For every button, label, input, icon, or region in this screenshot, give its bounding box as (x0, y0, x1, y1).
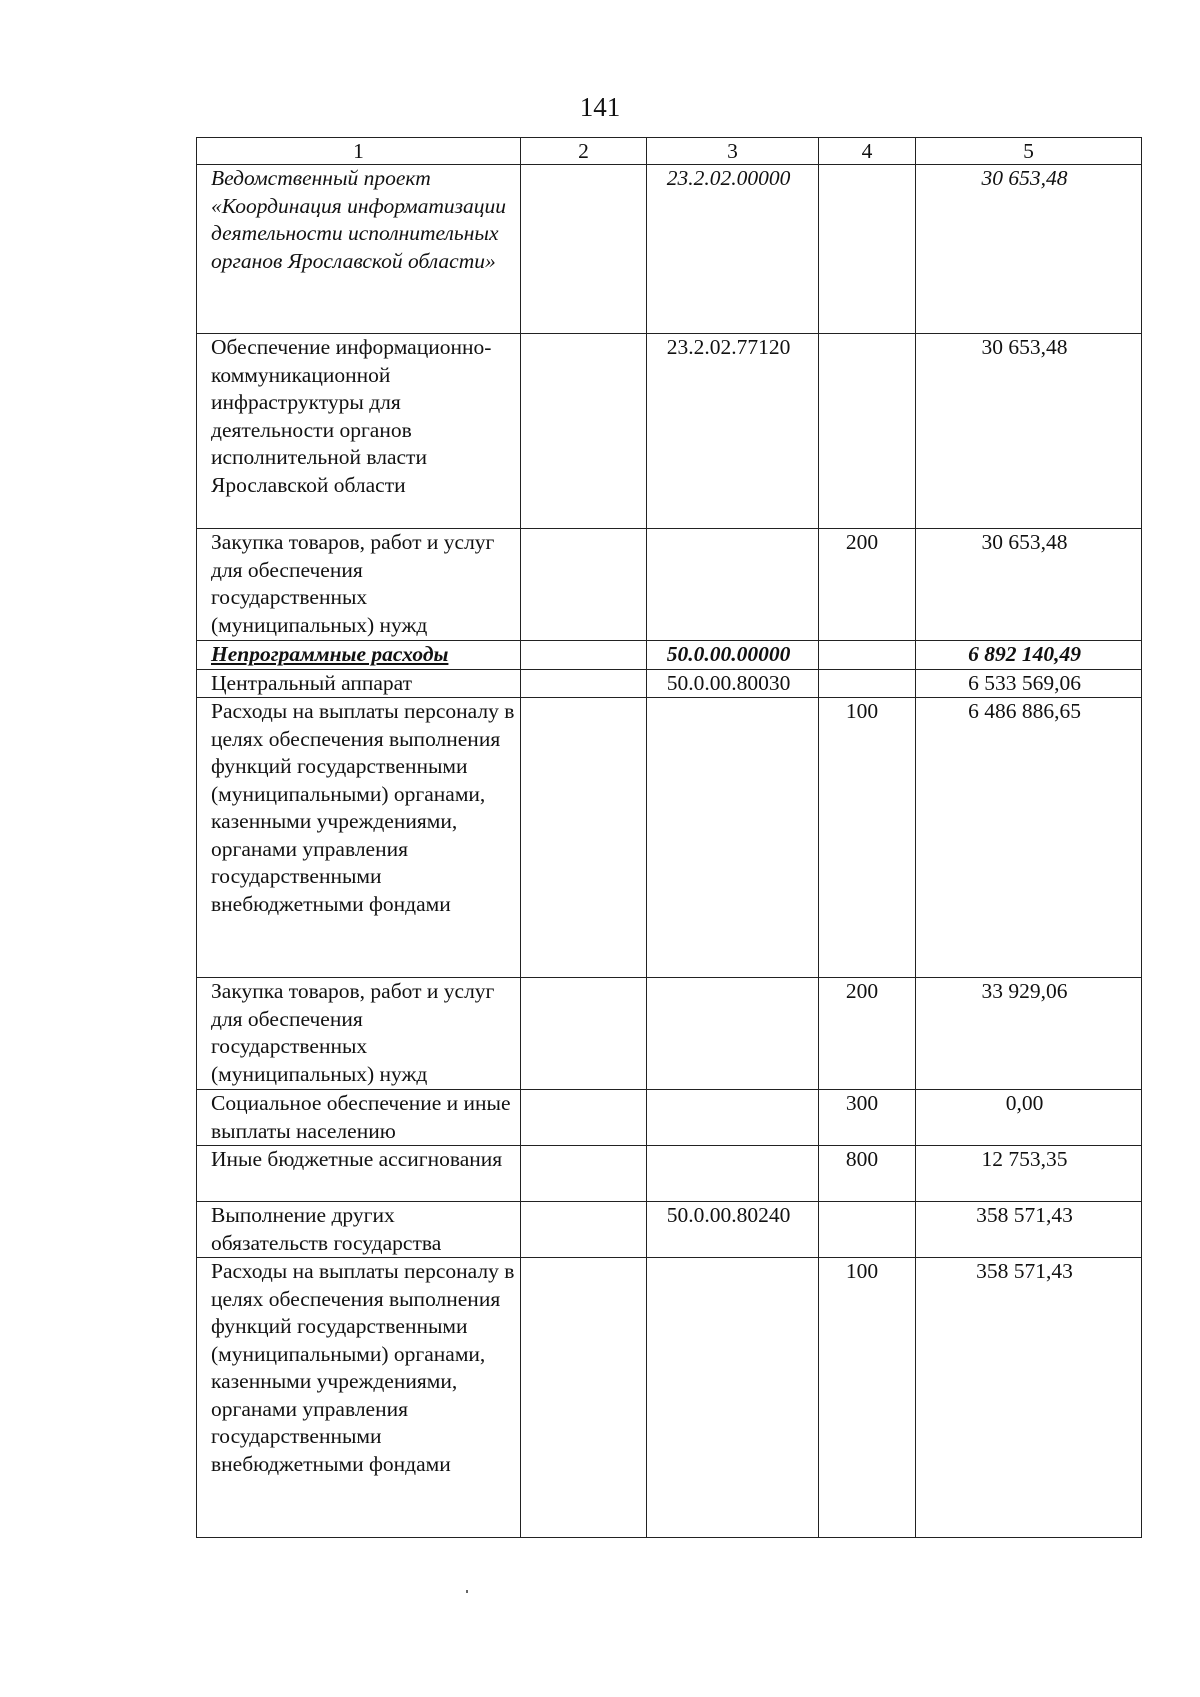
row-name: Ведомственный проект «Координация информатизации деятельности исполнительных органов Ярославской области» (197, 165, 521, 334)
row-col2 (521, 1146, 647, 1202)
row-type (819, 334, 916, 529)
row-col2 (521, 529, 647, 641)
table-row (197, 165, 1142, 334)
row-col2 (521, 1202, 647, 1258)
row-col2 (521, 641, 647, 670)
row-name: Расходы на выплаты персоналу в целях обеспечения выполнения функций государственными (муниципальными) органами, казенными учреждениями, органами управления государственными внебюджетными фондами (197, 698, 521, 978)
row-code (647, 698, 819, 978)
column-header-5: 5 (916, 138, 1142, 165)
row-type: 800 (819, 1146, 916, 1202)
row-type: 300 (819, 1090, 916, 1146)
row-name: Центральный аппарат (197, 669, 521, 698)
row-col2 (521, 1258, 647, 1538)
row-name: Закупка товаров, работ и услуг для обеспечения государственных (муниципальных) нужд (197, 529, 521, 641)
row-amount: 30 653,48 (916, 165, 1142, 334)
row-type: 100 (819, 698, 916, 978)
row-amount: 358 571,43 (916, 1202, 1142, 1258)
row-code (647, 1090, 819, 1146)
row-amount: 6 533 569,06 (916, 669, 1142, 698)
row-col2 (521, 1090, 647, 1146)
row-type: 200 (819, 978, 916, 1090)
row-name: Обеспечение информационно-коммуникационной инфраструктуры для деятельности органов исполнительной власти Ярославской области (197, 334, 521, 529)
row-col2 (521, 334, 647, 529)
row-col2 (521, 698, 647, 978)
row-col2 (521, 669, 647, 698)
row-code: 23.2.02.77120 (647, 334, 819, 529)
row-amount: 6 486 886,65 (916, 698, 1142, 978)
row-code: 50.0.00.80240 (647, 1202, 819, 1258)
row-name: Закупка товаров, работ и услуг для обеспечения государственных (муниципальных) нужд (197, 978, 521, 1090)
row-type (819, 669, 916, 698)
column-header-3: 3 (647, 138, 819, 165)
row-type: 200 (819, 529, 916, 641)
row-amount: 30 653,48 (916, 334, 1142, 529)
row-col2 (521, 978, 647, 1090)
table-row (197, 641, 1142, 670)
row-type (819, 1202, 916, 1258)
table-row (197, 334, 1142, 529)
row-name: Непрограммные расходы (197, 641, 521, 670)
row-code (647, 529, 819, 641)
row-name: Расходы на выплаты персоналу в целях обеспечения выполнения функций государственными (муниципальными) органами, казенными учреждениями, органами управления государственными внебюджетными фондами (197, 1258, 521, 1538)
scan-speck (466, 1590, 468, 1593)
table-header-row (197, 138, 1142, 165)
row-code: 23.2.02.00000 (647, 165, 819, 334)
page-number: 141 (579, 92, 621, 122)
row-code (647, 1258, 819, 1538)
table-row (197, 529, 1142, 641)
table-row (197, 669, 1142, 698)
row-amount: 0,00 (916, 1090, 1142, 1146)
row-type: 100 (819, 1258, 916, 1538)
row-type (819, 165, 916, 334)
table-row (197, 1090, 1142, 1146)
row-amount: 6 892 140,49 (916, 641, 1142, 670)
table-row (197, 978, 1142, 1090)
budget-table (196, 137, 1142, 1538)
row-code (647, 978, 819, 1090)
table-row (197, 1258, 1142, 1538)
table-row (197, 1202, 1142, 1258)
row-col2 (521, 165, 647, 334)
table-row (197, 698, 1142, 978)
column-header-4: 4 (819, 138, 916, 165)
row-amount: 358 571,43 (916, 1258, 1142, 1538)
row-amount: 12 753,35 (916, 1146, 1142, 1202)
row-amount: 33 929,06 (916, 978, 1142, 1090)
row-name: Социальное обеспечение и иные выплаты населению (197, 1090, 521, 1146)
table-row (197, 1146, 1142, 1202)
column-header-2: 2 (521, 138, 647, 165)
row-name: Иные бюджетные ассигнования (197, 1146, 521, 1202)
column-header-1: 1 (197, 138, 521, 165)
row-type (819, 641, 916, 670)
row-name: Выполнение других обязательств государства (197, 1202, 521, 1258)
row-amount: 30 653,48 (916, 529, 1142, 641)
row-code (647, 1146, 819, 1202)
row-code: 50.0.00.80030 (647, 669, 819, 698)
row-code: 50.0.00.00000 (647, 641, 819, 670)
